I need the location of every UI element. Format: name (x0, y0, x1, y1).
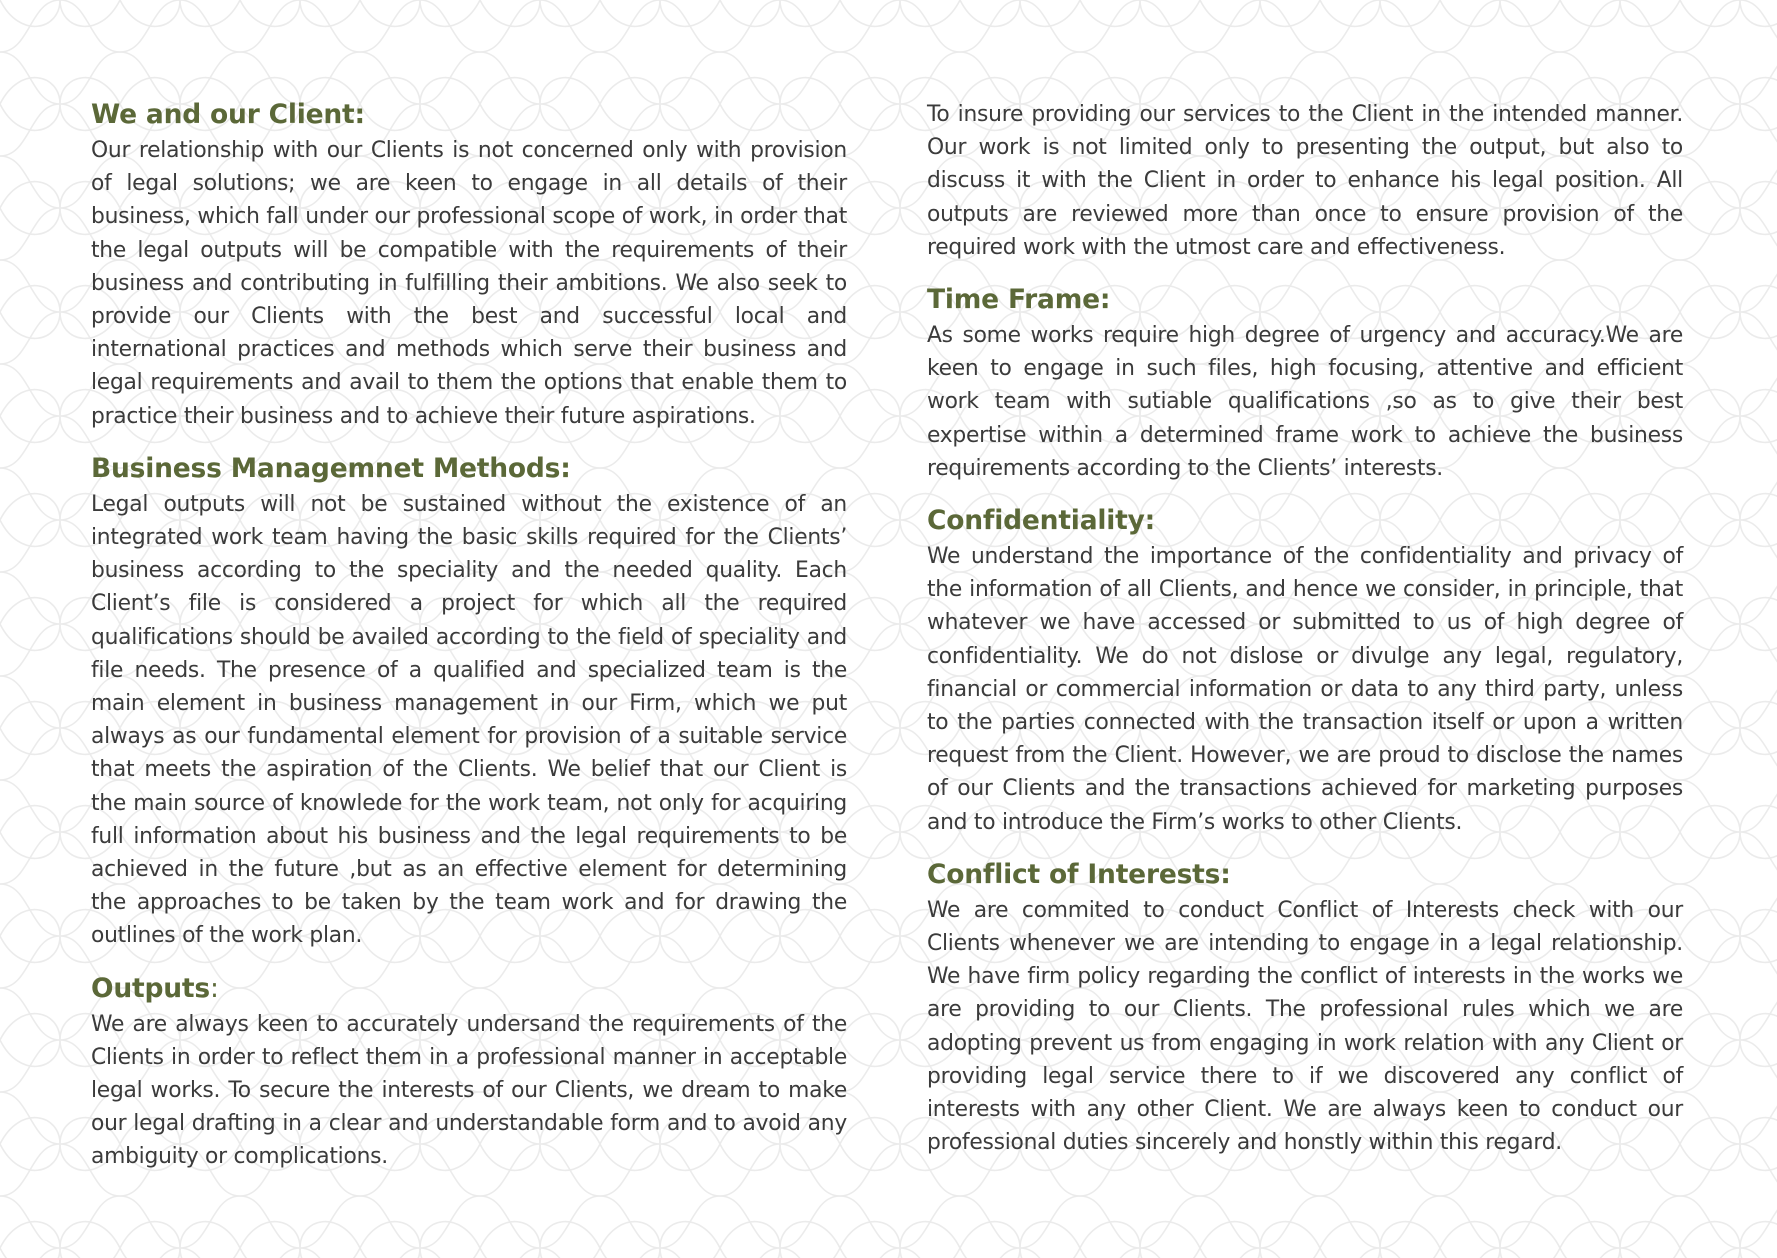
section-title-colon: : (209, 972, 219, 1004)
section-we-and-our-client (91, 98, 847, 433)
section-title: Time Frame: (927, 284, 1111, 316)
section-title-text: Outputs (91, 972, 210, 1004)
section-conflict-of-interests (927, 858, 1683, 1160)
section-time-frame (927, 283, 1683, 485)
section-body: Legal outputs will not be sustained without the existence of an integrated work team having the basic skills required for the Clients’ business according to the speciality and the needed quality. Each Client’s file is considered a project for which all the required qualifications should be availed according to the field of speciality and file needs. The presence of a qualified and specialized team is the main element in business management in our Firm, which we put always as our fundamental element for provision of a suitable service that meets the aspiration of the Clients. We belief that our Client is the main source of knowlede for the work team, not only for acquiring full information about his business and the legal requirements to be achieved in the future ,but as an effective element for determining the approaches to be taken by the team work and for drawing the outlines of the work plan. (91, 491, 847, 949)
section-title (91, 972, 847, 1006)
section-body: As some works require high degree of urgency and accuracy.We are keen to engage in such files, high focusing, attentive and efficient work team with sutiable qualifications ,so as to give their best expertise within a determined frame work to achieve the business requirements according to the Clients’ interests. (927, 323, 1683, 481)
section-confidentiality (927, 504, 1683, 839)
intro-paragraph: To insure providing our services to the Client in the intended manner. Our work is not limited only to presenting the output, but also to discuss it with the Client in order to enhance his legal position. All outputs are reviewed more than once to ensure provision of the required work with the utmost care and effectiveness. (927, 102, 1683, 260)
section-title: Conflict of Interests: (927, 858, 1231, 890)
section-body: We understand the importance of the confidentiality and privacy of the information of all Clients, and hence we consider, in principle, that whatever we have accessed or submitted to us of high degree of confidentiality. We do not dislose or divulge any legal, regulatory, financial or commercial information or data to any third party, unless to the parties connected with the transaction itself or upon a written request from the Client. However, we are proud to disclose the names of our Clients and the transactions achieved for marketing purposes and to introduce the Firm’s works to other Clients. (927, 544, 1683, 835)
right-column (927, 98, 1683, 1178)
section-title: Business Managemnet Methods: (91, 452, 571, 484)
section-body: Our relationship with our Clients is not concerned only with provision of legal solutions; we are keen to engage in all details of their business, which fall under our professional scope of work, in order that the legal outputs will be compatible with the requirements of their business and contributing in fulfilling their ambitions. We also seek to provide our Clients with the best and successful local and international practices and methods which serve their business and legal requirements and avail to them the options that enable them to practice their business and to achieve their future aspirations. (91, 138, 847, 429)
section-body: We are always keen to accurately undersand the requirements of the Clients in order to reflect them in a professional manner in acceptable legal works. To secure the interests of our Clients, we dream to make our legal drafting in a clear and understandable form and to avoid any ambiguity or complications. (91, 1011, 847, 1170)
section-business-management-methods (91, 452, 847, 953)
section-title: Confidentiality: (927, 505, 1156, 537)
section-outputs (91, 972, 847, 1174)
section-title: We and our Client: (91, 99, 365, 130)
section-intro (927, 98, 1683, 264)
section-body: We are commited to conduct Conflict of Interests check with our Clients whenever we are intending to engage in a legal relationship. We have firm policy regarding the conflict of interests in the works we are providing to our Clients. The professional rules which we are adopting prevent us from engaging in work relation with any Client or providing legal service there to if we discovered any conflict of interests with any other Client. We are always keen to conduct our professional duties sincerely and honstly within this regard. (927, 897, 1683, 1156)
left-column (91, 98, 847, 1193)
